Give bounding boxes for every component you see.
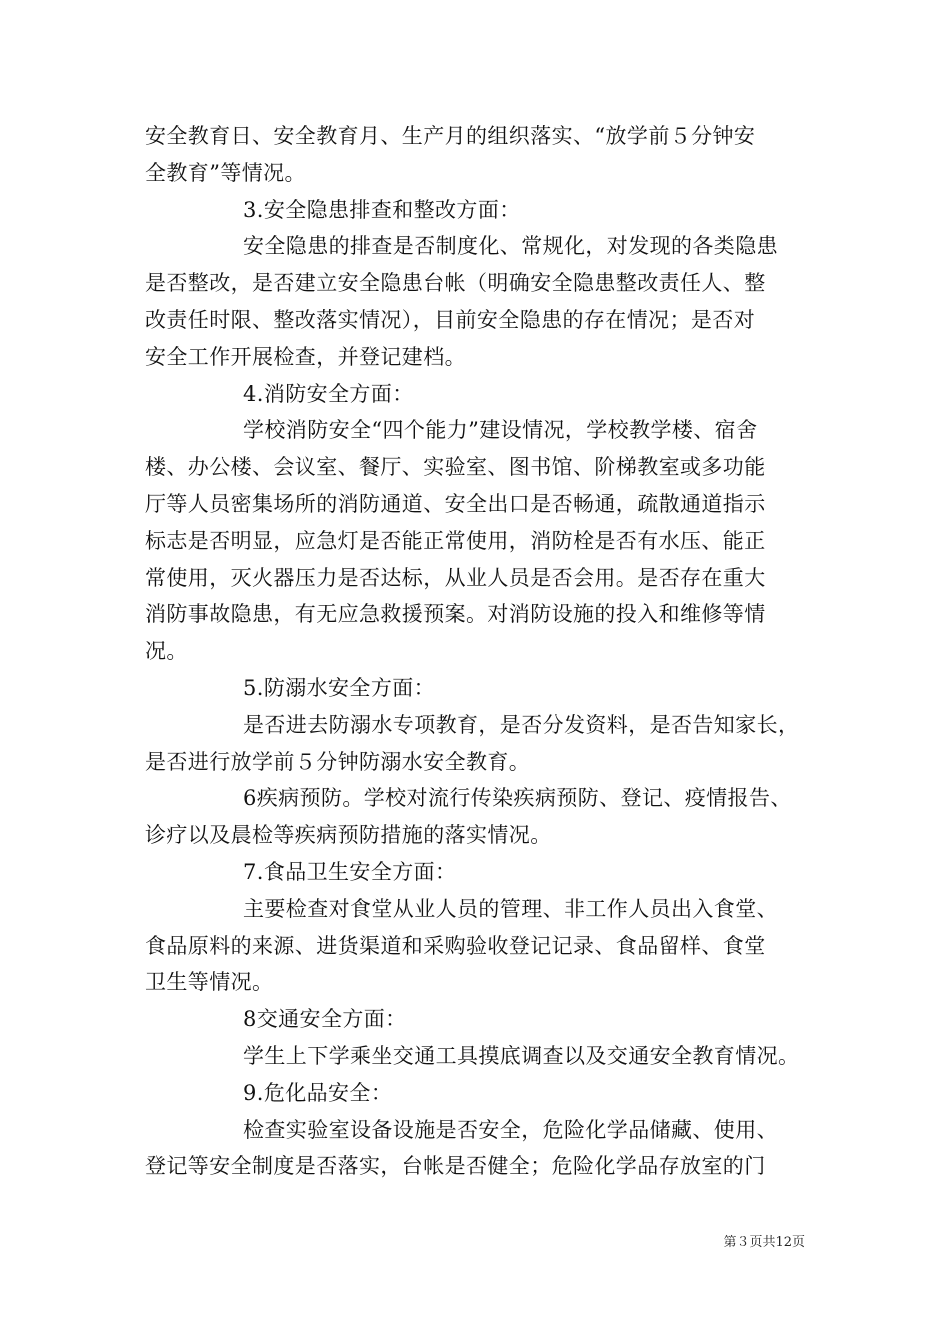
section-heading: 4.消防安全方面： <box>243 381 414 406</box>
section-heading: 6疾病预防。学校对流行传染疾病预防、登记、疫情报告、 <box>243 786 792 811</box>
text-line: 诊疗以及晨检等疾病预防措施的落实情况。 <box>145 823 552 848</box>
section-heading: 5.防溺水安全方面： <box>243 675 436 700</box>
page-number: 第３页共12页 <box>723 1235 805 1250</box>
section-heading: 9.危化品安全： <box>243 1080 393 1105</box>
text-line: 是否整改，是否建立安全隐患台帐（明确安全隐患整改责任人、整 <box>145 271 766 296</box>
text-line: 食品原料的来源、进货渠道和采购验收登记记录、食品留样、食堂 <box>145 933 766 958</box>
text-line: 消防事故隐患，有无应急救援预案。对消防设施的投入和维修等情 <box>145 602 766 627</box>
text-line: 主要检查对食堂从业人员的管理、非工作人员出入食堂、 <box>243 896 778 921</box>
text-line: 全教育”等情况。 <box>145 160 306 185</box>
text-line: 安全隐患的排查是否制度化、常规化，对发现的各类隐患 <box>243 234 778 259</box>
section-heading: 8交通安全方面： <box>243 1007 407 1032</box>
text-line: 况。 <box>145 639 188 664</box>
text-line: 标志是否明显，应急灯是否能正常使用，消防栓是否有水压、能正 <box>145 528 766 553</box>
text-line: 安全工作开展检查，并登记建档。 <box>145 344 466 369</box>
text-line: 是否进行放学前５分钟防溺水安全教育。 <box>145 749 531 774</box>
section-heading: 3.安全隐患排查和整改方面： <box>243 197 521 222</box>
section-heading: 7.食品卫生安全方面： <box>243 859 457 884</box>
text-line: 检查实验室设备设施是否安全，危险化学品储藏、使用、 <box>243 1117 778 1142</box>
text-line: 楼、办公楼、会议室、餐厅、实验室、图书馆、阶梯教室或多功能 <box>145 455 766 480</box>
text-line: 登记等安全制度是否落实，台帐是否健全；危险化学品存放室的门 <box>145 1154 766 1179</box>
text-line: 学校消防安全“四个能力”建设情况，学校教学楼、宿舍 <box>243 418 758 443</box>
text-line: 学生上下学乘坐交通工具摸底调查以及交通安全教育情况。 <box>243 1043 800 1068</box>
text-line: 厅等人员密集场所的消防通道、安全出口是否畅通，疏散通道指示 <box>145 491 766 516</box>
text-line: 改责任时限、整改落实情况），目前安全隐患的存在情况；是否对 <box>145 307 756 332</box>
text-line: 卫生等情况。 <box>145 970 274 995</box>
text-line: 常使用，灭火器压力是否达标，从业人员是否会用。是否存在重大 <box>145 565 766 590</box>
text-line: 是否进去防溺水专项教育，是否分发资料，是否告知家长， <box>243 712 800 737</box>
document-body <box>145 118 825 1185</box>
text-line: 安全教育日、安全教育月、生产月的组织落实、“放学前５分钟安 <box>145 124 756 148</box>
